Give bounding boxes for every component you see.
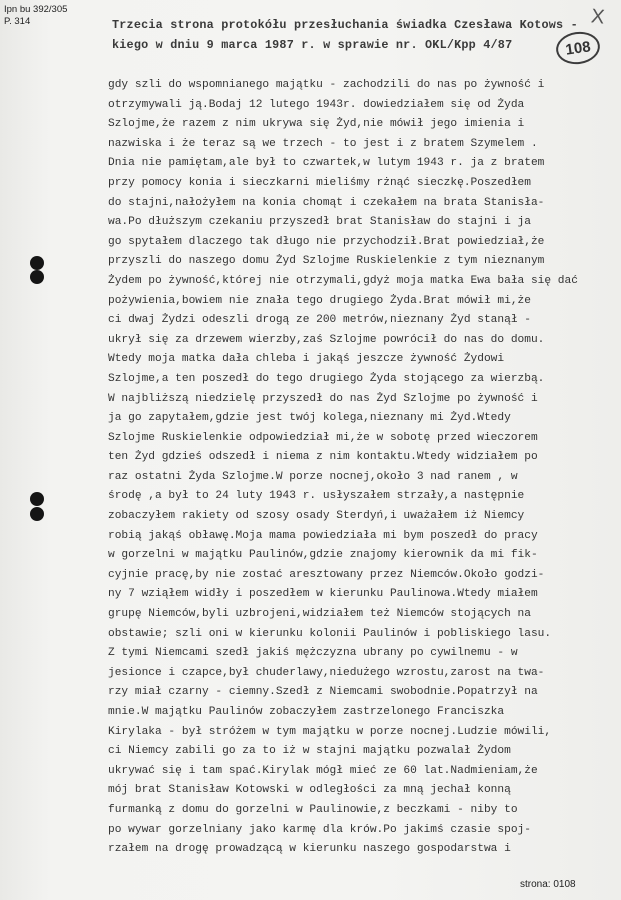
archive-signature: Ipn bu 392/305 xyxy=(4,4,68,15)
body-line: mnie.W majątku Paulinów zobaczyłem zastrzelonego Franciszka xyxy=(108,706,505,718)
body-line: rzy miał czarny - ciemny.Szedł z Niemcami swobodnie.Popatrzył na xyxy=(108,686,538,699)
punch-hole xyxy=(30,507,44,521)
punch-hole xyxy=(30,256,44,270)
body-line: Wtedy moja matka dała chleba i jakąś jeszcze żywność Żydowi xyxy=(108,353,505,366)
body-line: Szlojme Ruskielenkie odpowiedział mi,że w sobotę przed wieczorem xyxy=(108,431,538,444)
header-line: kiego w dniu 9 marca 1987 r. w sprawie nr. OKL/Kpp 4/87 xyxy=(112,38,513,52)
body-line: nazwiska i że teraz są we trzech - to jest i z bratem Szymelem . xyxy=(108,137,538,150)
body-line: po wywar gorzelniany jako karmę dla krów.Po jakimś czasie spoj- xyxy=(108,823,531,836)
body-line: mój brat Stanisław Kotowski w odległości za mną jechał konną xyxy=(108,784,511,797)
body-line: Szlojme,a ten poszedł do tego drugiego Żyda stojącego za wierzbą. xyxy=(108,372,545,385)
body-line: przyszli do naszego domu Żyd Szlojme Ruskielenkie z tym nieznanym xyxy=(108,255,545,268)
body-line: wa.Po dłuższym czekaniu przyszedł brat Stanisław do stajni i ja xyxy=(108,216,531,229)
punch-hole xyxy=(30,492,44,506)
document-header xyxy=(112,15,582,55)
body-line: ukrył się za drzewem wierzby,zaś Szlojme powrócił do nas do domu. xyxy=(108,333,545,346)
testimony-body xyxy=(108,76,608,860)
body-line: pożywienia,bowiem nie znała tego drugiego Żyda.Brat mówił mi,że xyxy=(108,294,531,307)
body-line: ukrywać się i tam spać.Kirylak mógł mieć ze 60 lat.Nadmieniam,że xyxy=(108,764,538,777)
body-line: ci dwaj Żydzi odeszli drogą ze 200 metrów,nieznany Żyd stanął - xyxy=(108,314,531,327)
body-line: Dnia nie pamiętam,ale był to czwartek,w lutym 1943 r. ja z bratem xyxy=(108,157,545,170)
body-line: Z tymi Niemcami szedł jakiś mężczyzna ubrany po cywilnemu - w xyxy=(108,647,518,660)
punch-hole xyxy=(30,270,44,284)
body-line: środę ,a był to 24 luty 1943 r. usłyszałem strzały,a następnie xyxy=(108,490,525,503)
body-line: Żydem po żywność,której nie otrzymali,gdyż moja matka Ewa bała się dać xyxy=(108,274,578,287)
body-line: obstawie; szli oni w kierunku kolonii Paulinów i pobliskiego lasu. xyxy=(108,627,552,640)
body-line: gdy szli do wspomnianego majątku - zachodzili do nas po żywność i xyxy=(108,79,545,91)
body-line: furmanką z domu do gorzelni w Paulinowie,z beczkami - niby to xyxy=(108,803,518,816)
body-line: Kirylaka - był stróżem w tym majątku w porze nocnej.Ludzie mówili, xyxy=(108,725,552,738)
body-line: do stajni,nałożyłem na konia chomąt i czekałem na brata Stanisła- xyxy=(108,196,545,209)
archive-page: P. 314 xyxy=(4,16,31,27)
body-line: otrzymywali ją.Bodaj 12 lutego 1943r. dowiedziałem się od Żyda xyxy=(108,98,525,111)
body-line: rzałem na drogę prowadzącą w kierunku naszego gospodarstwa i xyxy=(108,843,511,856)
body-line: raz ostatni Żyda Szlojme.W porze nocnej,około 3 nad ranem , w xyxy=(108,470,518,483)
body-line: w gorzelni w majątku Paulinów,gdzie znajomy kierownik da mi fik- xyxy=(108,549,538,562)
body-line: cyjnie pracę,by nie zostać aresztowany przez Niemców.Około godzi- xyxy=(108,568,545,581)
body-line: ten Żyd gdzieś odszedł i niema z nim kontaktu.Wtedy widziałem po xyxy=(108,451,538,464)
body-line: przy pomocy konia i sieczkarni mieliśmy rżnąć sieczkę.Poszedłem xyxy=(108,176,531,189)
circled-page-number: 108 xyxy=(554,29,602,67)
body-line: W najbliższą niedzielę przyszedł do nas Żyd Szlojme po żywność i xyxy=(108,392,538,405)
header-line: Trzecia strona protokółu przesłuchania świadka Czesława Kotows - xyxy=(112,18,578,32)
body-line: jesionce i czapce,był chuderlawy,niedużego wzrostu,zarost na twa- xyxy=(108,666,545,679)
page-footer: strona: 0108 xyxy=(520,879,576,890)
body-line: Szlojme,że razem z nim ukrywa się Żyd,nie mówił jego imienia i xyxy=(108,118,525,131)
handwritten-corner-mark: X xyxy=(589,5,606,29)
body-line: ny 7 wziąłem widły i poszedłem w kierunku Paulinowa.Wtedy miałem xyxy=(108,588,538,601)
body-line: zobaczyłem rakiety od szosy osady Sterdyń,i uważałem iż Niemcy xyxy=(108,510,525,523)
body-line: ja go zapytałem,gdzie jest twój kolega,nieznany mi Żyd.Wtedy xyxy=(108,412,511,425)
body-line: ci Niemcy zabili go za to iż w stajni majątku pozwalał Żydom xyxy=(108,745,511,758)
body-line: robią jakąś obławę.Moja mama powiedziała mi bym poszedł do pracy xyxy=(108,529,538,542)
body-line: go spytałem dlaczego tak długo nie przychodził.Brat powiedział,że xyxy=(108,235,545,248)
archive-stamp xyxy=(4,4,67,28)
body-line: grupę Niemców,byli uzbrojeni,widziałem też Niemców stojących na xyxy=(108,608,531,621)
